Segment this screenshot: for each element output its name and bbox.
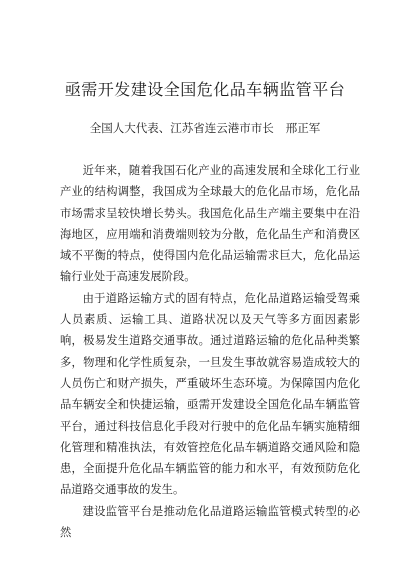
paragraph: 近年来，随着我国石化产业的高速发展和全球化工行业产业的结构调整，我国成为全球最大的危化品市场，危化品市场需求呈较快增长势头。我国危化品生产端主要集中在沿海地区，应用端和消费端则较为分散，危化品生产和消费区域不平衡的特点，使得国内危化品运输需求巨大，危化品运输行业处于高速发展阶段。 — [60, 164, 360, 284]
author-name: 邢正军 — [285, 121, 321, 135]
paragraph: 由于道路运输方式的固有特点，危化品道路运输受驾乘人员素质、运输工具、道路状况以及天气等多方面因素影响，极易发生道路交通事故。通过道路运输的危化品种类繁多，物理和化学性质复杂，一旦发生事故就容易造成较大的人员伤亡和财产损失，严重破坏生态环境。为保障国内危化品车辆安全和快捷运输，亟需开发建设全国危化品车辆监管平台，通过科技信息化手段对行驶中的危化品车辆实施精细化管理和精准执法，有效管控危化品车辆道路交通风险和隐患，全面提升危化品车辆监管的能力和水平，有效预防危化品道路交通事故的发生。 — [60, 291, 360, 497]
author-byline — [0, 120, 410, 136]
paragraph: 建设监管平台是推动危化品道路运输监管模式转型的必然 — [60, 504, 360, 540]
page-title: 亟需开发建设全国危化品车辆监管平台 — [64, 80, 346, 99]
article-body — [60, 160, 360, 543]
author-role: 全国人大代表、江苏省连云港市市长 — [89, 121, 274, 135]
